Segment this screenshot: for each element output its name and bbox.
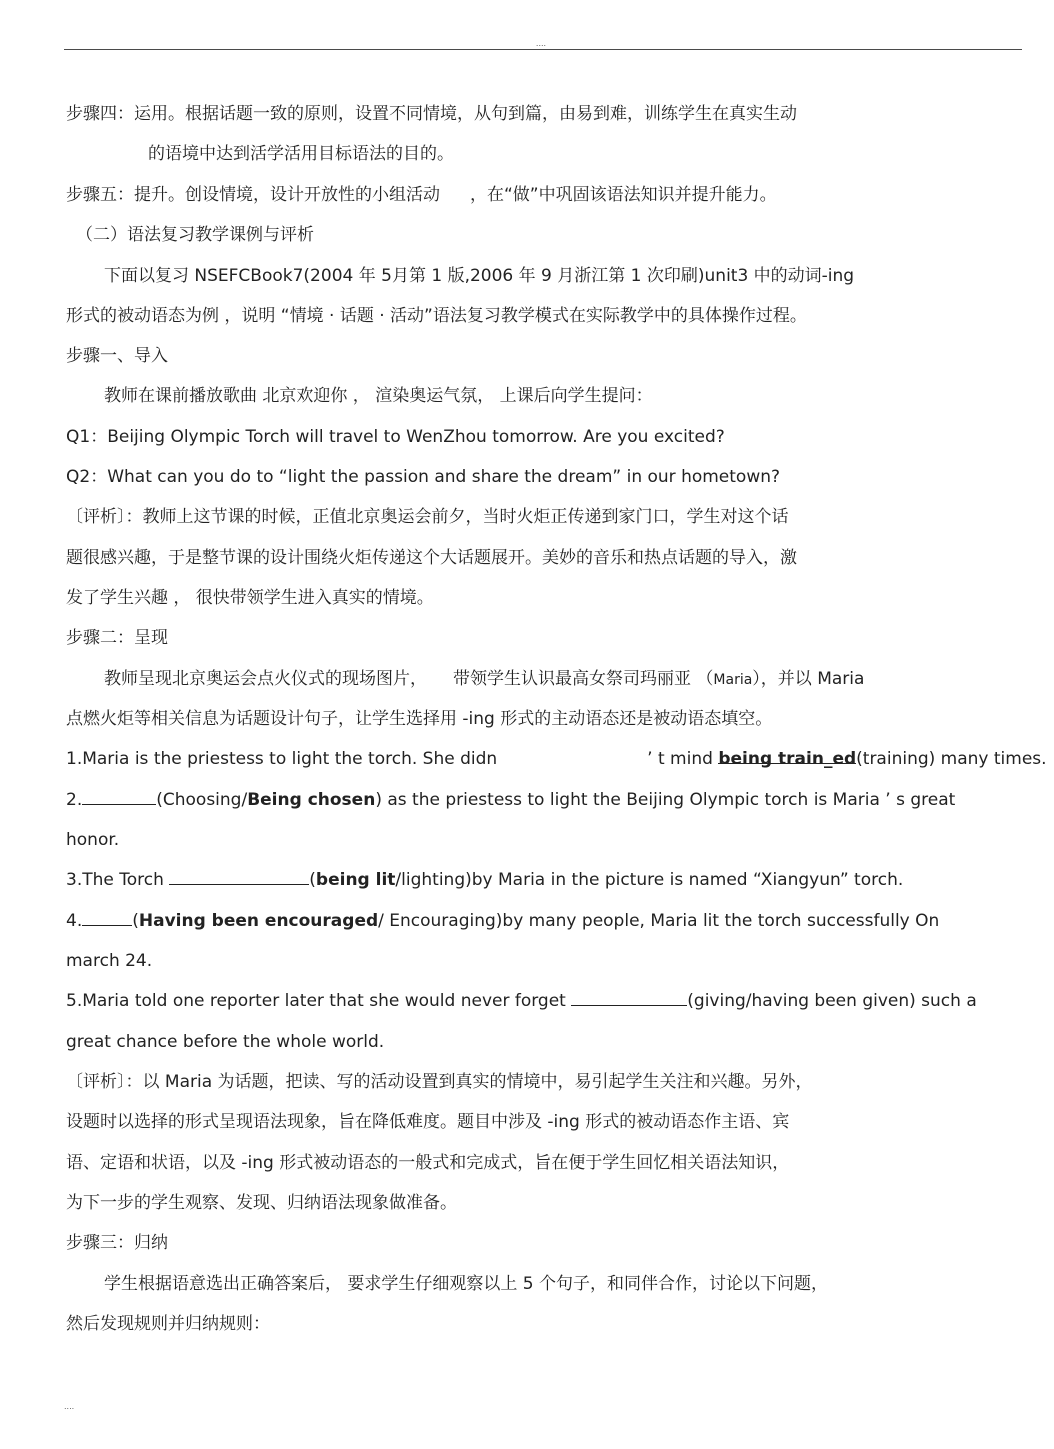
intro-line2: 形式的被动语态为例 ，说明 “情境 · 话题 · 活动”语法复习教学模式在实际教学中的具体操作过程。	[66, 306, 807, 326]
section-heading: （二）语法复习教学课例与评析	[76, 225, 314, 245]
exercise-4-text: / Encouraging)by many people, Maria lit the torch successfully On	[378, 911, 940, 931]
exercise-3-options: /lighting)by Maria in the picture is named “Xiangyun” torch.	[395, 870, 904, 890]
step5-text-cont: ，在“做”中巩固该语法知识并提升能力。	[470, 185, 777, 205]
step1-heading: 步骤一、导入	[66, 346, 168, 366]
exercise-5-text: 5.Maria told one reporter later that she would never forget	[66, 991, 572, 1011]
analysis1-line2: 题很感兴趣，于是整节课的设计围绕火炬传递这个大话题展开。美妙的音乐和热点话题的导入，激	[66, 548, 797, 568]
exercise-4-blank	[82, 908, 132, 926]
header-rule	[64, 49, 1022, 50]
analysis2-line1: 〔评析〕：以 Maria 为话题，把读、写的活动设置到真实的情境中，易引起学生关注和兴趣。另外，	[66, 1072, 813, 1092]
step2-text-line1	[104, 666, 1010, 692]
step2-heading: 步骤二：呈现	[66, 628, 168, 648]
exercise-2-blank	[82, 787, 156, 805]
exercise-3-paren: (	[309, 870, 316, 890]
exercise-1-text: 1.Maria is the priestess to light the torch. She didn	[66, 749, 498, 769]
exercise-1-options: (training) many times.	[856, 749, 1047, 769]
step1-text: 教师在课前播放歌曲 北京欢迎你 ， 渲染奥运气氛， 上课后向学生提问：	[104, 386, 653, 406]
step2-text-a: 教师呈现北京奥运会点火仪式的现场图片，	[104, 669, 427, 689]
step3-text-line2: 然后发现规则并归纳规则：	[66, 1314, 270, 1334]
step4-line2: 的语境中达到活学活用目标语法的目的。	[148, 144, 454, 164]
header-dots: ....	[535, 39, 547, 48]
exercise-5-blank	[571, 988, 687, 1006]
step2-text-b: 带领学生认识最高女祭司玛丽亚 （	[453, 669, 714, 689]
step4-line1: 步骤四：运用。根据话题一致的原则，设置不同情境，从句到篇，由易到难，训练学生在真实生动	[66, 104, 797, 124]
step5-text: 步骤五：提升。创设情境，设计开放性的小组活动	[66, 185, 440, 205]
exercise-3-text: 3.The Torch	[66, 870, 170, 890]
exercise-3-blank	[169, 867, 309, 885]
question-1: Q1：Beijing Olympic Torch will travel to WenZhou tomorrow. Are you excited?	[66, 427, 725, 447]
exercise-4-answer: Having been encouraged	[138, 911, 379, 931]
maria-name: Maria	[713, 672, 753, 688]
step3-heading: 步骤三：归纳	[66, 1233, 168, 1253]
footer-dots: ....	[64, 1402, 75, 1411]
exercise-4	[66, 908, 972, 934]
step3-text-line1: 学生根据语意选出正确答案后， 要求学生仔细观察以上 5 个句子，和同伴合作，讨论以下问题，	[104, 1274, 829, 1294]
analysis2-line3: 语、定语和状语，以及 -ing 形式被动语态的一般式和完成式，旨在便于学生回忆相关语法知识，	[66, 1153, 790, 1173]
analysis1-line3: 发了学生兴趣 ， 很快带领学生进入真实的情境。	[66, 588, 434, 608]
exercise-4-line2: march 24.	[66, 951, 153, 971]
analysis2-line2: 设题时以选择的形式呈现语法现象，旨在降低难度。题目中涉及 -ing 形式的被动语态作主语、宾	[66, 1112, 790, 1132]
exercise-1-answer: being train_ed	[718, 746, 856, 764]
exercise-1	[66, 746, 1047, 772]
exercise-2-answer: Being chosen	[247, 790, 376, 810]
exercise-2	[66, 787, 972, 813]
analysis1-line1: 〔评析〕：教师上这节课的时候，正值北京奥运会前夕，当时火炬正传递到家门口，学生对这个话	[66, 507, 789, 527]
exercise-2-options-a: (Choosing/	[156, 790, 248, 810]
step5-line	[66, 182, 972, 208]
exercise-2-text: ) as the priestess to light the Beijing Olympic torch is Maria ’ s great	[375, 790, 956, 810]
exercise-5-line2: great chance before the whole world.	[66, 1032, 385, 1052]
analysis2-line4: 为下一步的学生观察、发现、归纳语法现象做准备。	[66, 1193, 457, 1213]
exercise-1-text-b: ’ t mind	[647, 749, 719, 769]
question-2: Q2：What can you do to “light the passion and share the dream” in our hometown?	[66, 467, 781, 487]
exercise-5	[66, 988, 977, 1014]
intro-line1: 下面以复习 NSEFCBook7(2004 年 5月第 1 版,2006 年 9 月浙江第 1 次印刷)unit3 中的动词-ing	[104, 266, 855, 286]
exercise-5-options: (giving/having been given) such a	[687, 991, 977, 1011]
step2-text-d: ），并以 Maria	[752, 669, 865, 689]
step2-text-line2: 点燃火炬等相关信息为话题设计句子，让学生选择用 -ing 形式的主动语态还是被动语态填空。	[66, 709, 773, 729]
exercise-2-num: 2.	[66, 790, 83, 810]
exercise-3-answer: being lit	[315, 870, 396, 890]
exercise-3	[66, 867, 972, 893]
exercise-4-paren: (	[132, 911, 139, 931]
exercise-2-line2: honor.	[66, 830, 120, 850]
exercise-4-num: 4.	[66, 911, 83, 931]
